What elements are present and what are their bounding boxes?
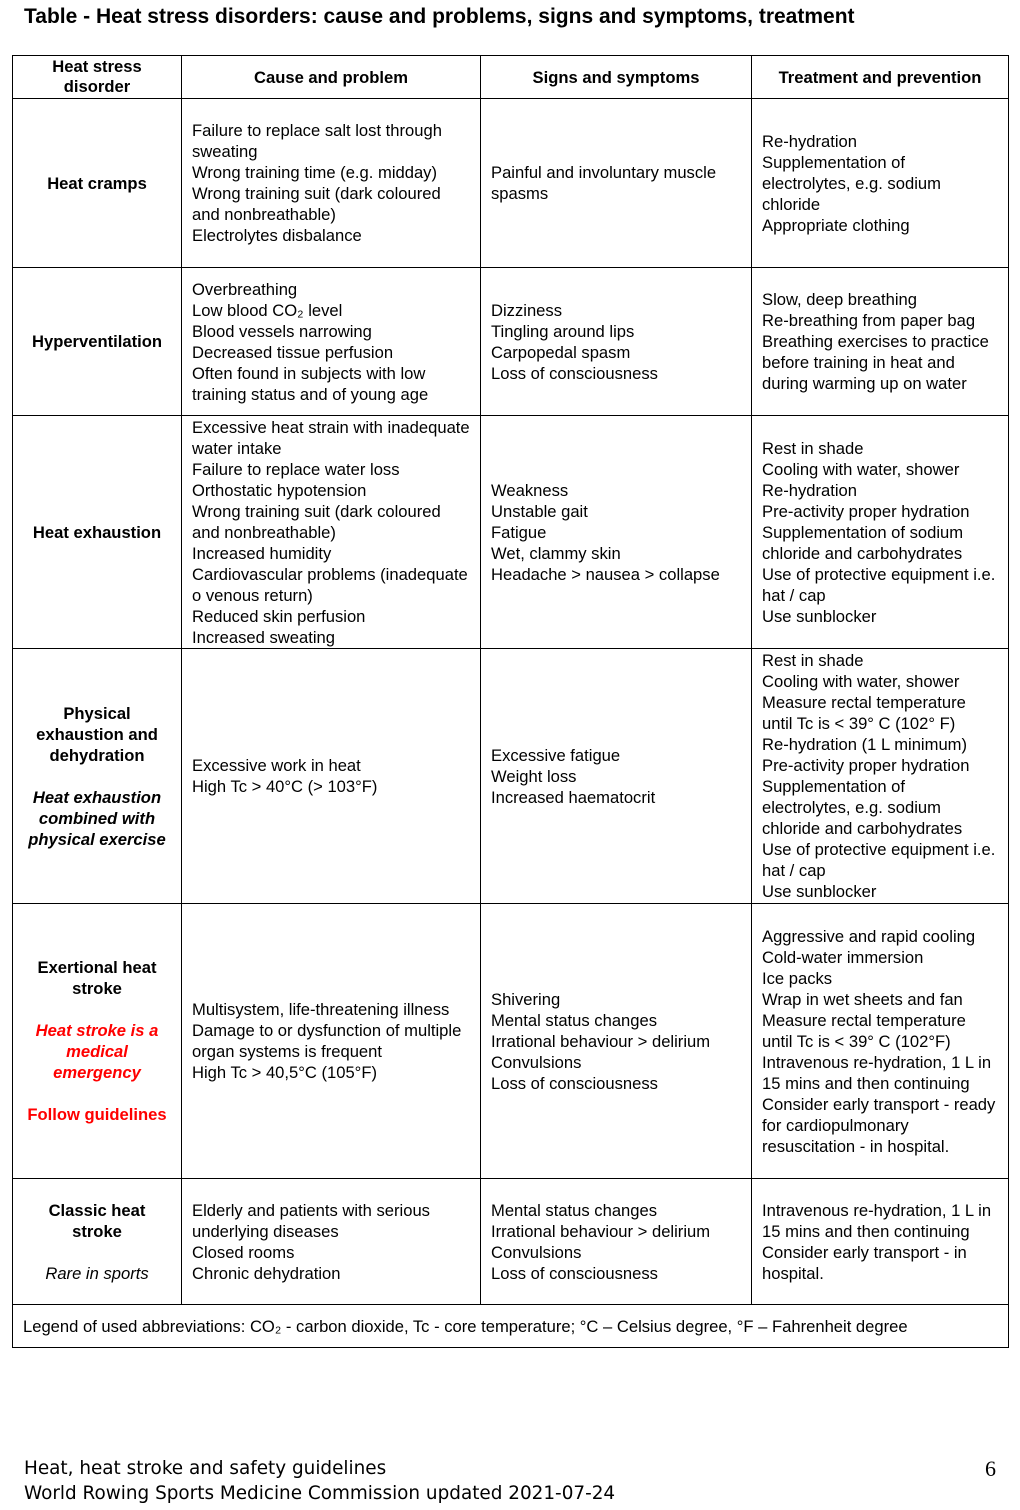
disorder-cell <box>13 904 182 1179</box>
footer-source: World Rowing Sports Medicine Commission updated 2021-07-24 <box>24 1483 616 1504</box>
list-item: Headache > nausea > collapse <box>491 564 720 584</box>
signs-cell <box>481 416 752 649</box>
list-item: Overbreathing <box>192 279 298 299</box>
emergency-warning: Heat stroke is a medical emergency <box>35 1021 159 1082</box>
list-item: Use sunblocker <box>762 606 877 626</box>
list-item: Weight loss <box>491 766 577 786</box>
list-item: Wrong training suit (dark coloured and nonbreathable) <box>192 501 441 542</box>
list-item: Weakness <box>491 480 569 500</box>
list-item: Blood vessels narrowing <box>192 321 372 341</box>
disorder-cell <box>13 268 182 416</box>
signs-cell <box>481 649 752 904</box>
table-row <box>13 99 1009 268</box>
list-item: Wrong training time (e.g. midday) <box>192 163 438 182</box>
signs-cell <box>481 904 752 1179</box>
list-item: Increased sweating <box>192 627 335 647</box>
disorder-note: Heat exhaustion combined with physical exercise <box>28 787 166 849</box>
list-item: Supplementation of sodium chloride and carbohydrates <box>762 522 964 563</box>
list-item: Fatigue <box>491 522 547 542</box>
page-title: Table - Heat stress disorders: cause and problems, signs and symptoms, treatment <box>24 5 855 28</box>
list-item: High Tc > 40,5°C (105°F) <box>192 1063 377 1082</box>
header-treatment: Treatment and prevention <box>752 56 1009 99</box>
list-item: High Tc > 40°C (> 103°F) <box>192 777 378 796</box>
list-item: Intravenous re-hydration, 1 L in 15 mins and then continuing <box>762 1200 992 1241</box>
list-item: Chronic dehydration <box>192 1263 341 1283</box>
list-item: Electrolytes disbalance <box>192 226 362 245</box>
disorder-cell <box>13 1179 182 1305</box>
list-item: Use of protective equipment i.e. hat / cap <box>762 840 996 880</box>
legend-row <box>13 1305 1009 1348</box>
page-number: 6 <box>985 1456 996 1481</box>
list-item: Slow, deep breathing <box>762 290 917 309</box>
treatment-cell <box>752 649 1009 904</box>
list-item: Dizziness <box>491 300 563 320</box>
list-item: Intravenous re-hydration, 1 L in 15 mins and then continuing <box>762 1052 992 1093</box>
list-item: Consider early transport - in hospital. <box>762 1242 967 1283</box>
table-row <box>13 1179 1009 1305</box>
list-item: Rest in shade <box>762 438 864 458</box>
disorder-name: Heat exhaustion <box>32 522 162 542</box>
list-item: Pre-activity proper hydration <box>762 501 970 521</box>
list-item: Re-hydration <box>762 131 858 151</box>
disorder-cell <box>13 99 182 268</box>
list-item: Elderly and patients with serious underlying diseases <box>192 1200 430 1241</box>
heat-stress-table <box>12 55 1009 1348</box>
legend: Legend of used abbreviations: CO₂ - carbon dioxide, Tc - core temperature; °C – Celsius degree, °F – Fahrenheit degree <box>13 1305 1009 1348</box>
treatment-cell <box>752 99 1009 268</box>
list-item: Convulsions <box>491 1052 582 1072</box>
table-row <box>13 904 1009 1179</box>
table-row <box>13 268 1009 416</box>
list-item: Cooling with water, shower <box>762 459 960 479</box>
list-item: Pre-activity proper hydration <box>762 756 970 775</box>
list-item: Aggressive and rapid cooling <box>762 926 976 946</box>
list-item: Low blood CO₂ level <box>192 300 343 320</box>
list-item: Failure to replace salt lost through sweating <box>192 121 442 161</box>
list-item: Cardiovascular problems (inadequate o venous return) <box>192 564 468 605</box>
header-signs: Signs and symptoms <box>481 56 752 99</box>
list-item: Often found in subjects with low training status and of young age <box>192 363 429 404</box>
follow-guidelines-note: Follow guidelines <box>27 1105 167 1124</box>
list-item: Use sunblocker <box>762 882 877 901</box>
list-item: Measure rectal temperature until Tc is < 39° C (102° F) <box>762 693 966 733</box>
list-item: Appropriate clothing <box>762 215 910 235</box>
list-item: Mental status changes <box>491 1200 658 1220</box>
table-header-row <box>13 56 1009 99</box>
disorder-note: Rare in sports <box>45 1263 149 1283</box>
list-item: Irrational behaviour > delirium <box>491 1031 711 1051</box>
signs-cell <box>481 268 752 416</box>
disorder-name: Classic heat stroke <box>48 1200 146 1241</box>
list-item: Cooling with water, shower <box>762 672 960 691</box>
cause-cell <box>182 1179 481 1305</box>
list-item: Increased haematocrit <box>491 787 656 807</box>
list-item: Closed rooms <box>192 1242 295 1262</box>
list-item: Shivering <box>491 989 561 1009</box>
list-item: Excessive heat strain with inadequate water intake <box>192 417 470 458</box>
cause-cell <box>182 416 481 649</box>
list-item: Supplementation of electrolytes, e.g. sodium chloride and carbohydrates <box>762 777 963 838</box>
list-item: Decreased tissue perfusion <box>192 342 394 362</box>
list-item: Use of protective equipment i.e. hat / cap <box>762 564 996 605</box>
list-item: Unstable gait <box>491 501 588 521</box>
treatment-cell <box>752 904 1009 1179</box>
footer-title: Heat, heat stroke and safety guidelines <box>24 1458 387 1479</box>
cause-cell <box>182 904 481 1179</box>
list-item: Breathing exercises to practice before training in heat and during warming up on water <box>762 332 989 393</box>
list-item: Wet, clammy skin <box>491 543 621 563</box>
list-item: Orthostatic hypotension <box>192 480 367 500</box>
table-row <box>13 649 1009 904</box>
disorder-name: Hyperventilation <box>31 332 162 351</box>
list-item: Increased humidity <box>192 543 332 563</box>
list-item: Supplementation of electrolytes, e.g. sodium chloride <box>762 152 941 214</box>
list-item: Failure to replace water loss <box>192 459 400 479</box>
list-item: Consider early transport - ready for cardiopulmonary resuscitation - in hospital. <box>762 1094 996 1156</box>
list-item: Cold-water immersion <box>762 947 924 967</box>
disorder-name: Exertional heat stroke <box>37 958 157 998</box>
list-item: Wrap in wet sheets and fan <box>762 989 963 1009</box>
list-item: Excessive work in heat <box>192 756 361 775</box>
cause-cell <box>182 649 481 904</box>
list-item: Reduced skin perfusion <box>192 606 366 626</box>
list-item: Carpopedal spasm <box>491 342 631 362</box>
list-item: Mental status changes <box>491 1010 658 1030</box>
disorder-cell <box>13 416 182 649</box>
list-item: Re-hydration (1 L minimum) <box>762 735 968 754</box>
disorder-name: Heat cramps <box>47 173 147 193</box>
list-item: Excessive fatigue <box>491 745 621 765</box>
footer <box>24 1456 615 1506</box>
list-item: Loss of consciousness <box>491 1073 658 1093</box>
list-item: Loss of consciousness <box>491 363 658 383</box>
list-item: Wrong training suit (dark coloured and nonbreathable) <box>192 184 441 224</box>
list-item: Irrational behaviour > delirium <box>491 1221 711 1241</box>
list-item: Tingling around lips <box>491 321 635 341</box>
disorder-cell <box>13 649 182 904</box>
list-item: Painful and involuntary muscle spasms <box>491 163 717 203</box>
list-item: Loss of consciousness <box>491 1263 658 1283</box>
list-item: Convulsions <box>491 1242 582 1262</box>
signs-cell <box>481 1179 752 1305</box>
list-item: Re-breathing from paper bag <box>762 311 976 330</box>
header-disorder: Heat stress disorder <box>13 56 182 99</box>
header-cause: Cause and problem <box>182 56 481 99</box>
list-item: Rest in shade <box>762 651 864 670</box>
treatment-cell <box>752 268 1009 416</box>
cause-cell <box>182 268 481 416</box>
disorder-name: Physical exhaustion and dehydration <box>36 703 158 765</box>
list-item: Damage to or dysfunction of multiple organ systems is frequent <box>192 1021 462 1061</box>
table-row <box>13 416 1009 649</box>
cause-cell <box>182 99 481 268</box>
list-item: Measure rectal temperature until Tc is < 39° C (102°F) <box>762 1010 966 1051</box>
treatment-cell <box>752 1179 1009 1305</box>
signs-cell <box>481 99 752 268</box>
list-item: Multisystem, life-threatening illness <box>192 1000 450 1019</box>
treatment-cell <box>752 416 1009 649</box>
list-item: Ice packs <box>762 968 833 988</box>
list-item: Re-hydration <box>762 480 858 500</box>
